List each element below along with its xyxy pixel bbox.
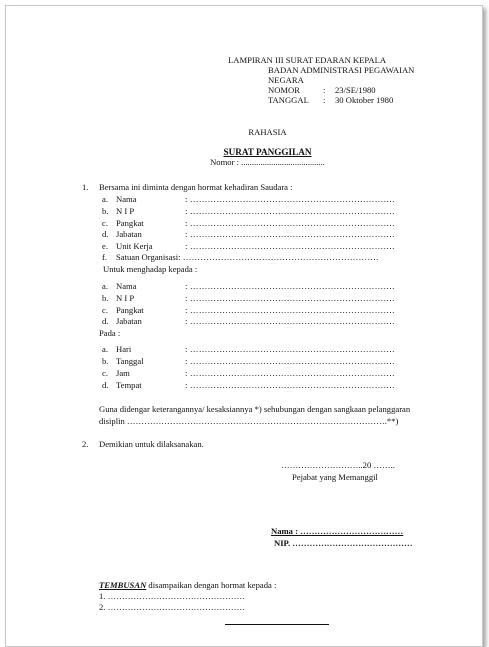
nomor-line: Nomor : ....................................... bbox=[210, 157, 325, 167]
tembusan-rest: disampaikan dengan hormat kepada : bbox=[146, 580, 277, 590]
hari-blank[interactable]: : ……………………………………………………………. bbox=[185, 344, 395, 354]
satuan-organisasi-blank[interactable]: …………………………………………………………. bbox=[182, 252, 379, 262]
field-unit-kerja: e. Unit Kerja : ……………………………………………………………. bbox=[102, 241, 395, 251]
item-2-number: 2. bbox=[82, 439, 89, 449]
field-tempat: d. Tempat : ……………………………………………………………. bbox=[102, 380, 395, 390]
tempat-blank[interactable]: : ……………………………………………………………. bbox=[185, 380, 395, 390]
tanggal-value: 30 Oktober 1980 bbox=[335, 95, 394, 105]
document-title: SURAT PANGGILAN bbox=[223, 147, 312, 157]
pada-label: Pada : bbox=[99, 328, 121, 338]
menghadap-jabatan-blank[interactable]: : ……………………………………………………………. bbox=[185, 316, 395, 326]
item-2-text: Demikian untuk dilaksanakan. bbox=[99, 439, 204, 449]
tembusan-heading bbox=[99, 580, 276, 590]
pangkat-blank[interactable]: : ……………………………………………………………. bbox=[185, 218, 395, 228]
tembusan-line-2[interactable]: 2. ………………………………………… bbox=[99, 602, 246, 612]
field-tanggal: b. Tanggal : ……………………………………………………………. bbox=[102, 356, 395, 366]
field-nip: b. N I P : ……………………………………………………………. bbox=[102, 206, 395, 216]
signature-date-line[interactable]: ………………………..20 …….. bbox=[281, 460, 395, 470]
menghadap-nip-blank[interactable]: : ……………………………………………………………. bbox=[185, 293, 395, 303]
purpose-line-2: disiplin ……………………………………………………………………………….**) bbox=[99, 416, 399, 426]
field-nama: a. Nama : ……………………………………………………………. bbox=[102, 194, 395, 204]
header-tanggal bbox=[268, 95, 393, 105]
tembusan-label: TEMBUSAN bbox=[99, 580, 147, 590]
field-pangkat: c. Pangkat : ……………………………………………………………. bbox=[102, 218, 395, 228]
classification: RAHASIA bbox=[248, 127, 287, 137]
field-jabatan: d. Jabatan : ……………………………………………………………. bbox=[102, 229, 395, 239]
purpose-line-1: Guna didengar keterangannya/ kesaksiannya *) sehubungan dengan sangkaan pelanggaran bbox=[99, 404, 411, 414]
tembusan-line-1[interactable]: 1. ………………………………………… bbox=[99, 591, 246, 601]
header-line-2: BADAN ADMINISTRASI PEGAWAIAN bbox=[268, 65, 415, 75]
header-line-1: LAMPIRAN III SURAT EDARAN KEPALA bbox=[228, 55, 387, 65]
nip-blank[interactable]: : ……………………………………………………………. bbox=[185, 206, 395, 216]
signature-nama[interactable]: Nama : ……………………………… bbox=[271, 526, 404, 536]
item-1-number: 1. bbox=[82, 182, 89, 192]
menghadap-nama-blank[interactable]: : ……………………………………………………………. bbox=[185, 281, 395, 291]
tanggal-key: TANGGAL bbox=[268, 95, 309, 105]
signature-official: Pejabat yang Memanggil bbox=[292, 472, 378, 482]
field-menghadap-pangkat: c. Pangkat : ……………………………………………………………. bbox=[102, 305, 395, 315]
header-line-3: NEGARA bbox=[268, 75, 304, 85]
field-satuan-organisasi: f. Satuan Organisasi: …………………………………………………………. bbox=[102, 252, 379, 262]
nomor-key: NOMOR bbox=[268, 85, 300, 95]
jabatan-blank[interactable]: : ……………………………………………………………. bbox=[185, 229, 395, 239]
signature-nip[interactable]: NIP. …………………………………… bbox=[274, 538, 413, 548]
menghadap-label: Untuk menghadap kepada : bbox=[103, 264, 198, 274]
field-menghadap-nama: a. Nama : ……………………………………………………………. bbox=[102, 281, 395, 291]
header-nomor bbox=[268, 85, 376, 95]
jam-blank[interactable]: : ……………………………………………………………. bbox=[185, 368, 395, 378]
tanggal-colon: : bbox=[323, 95, 326, 105]
field-jam: c. Jam : ……………………………………………………………. bbox=[102, 368, 395, 378]
unit-kerja-blank[interactable]: : ……………………………………………………………. bbox=[185, 241, 395, 251]
menghadap-pangkat-blank[interactable]: : ……………………………………………………………. bbox=[185, 305, 395, 315]
nama-blank[interactable]: : ……………………………………………………………. bbox=[185, 194, 395, 204]
tanggal-blank[interactable]: : ……………………………………………………………. bbox=[185, 356, 395, 366]
bottom-divider bbox=[225, 624, 329, 625]
nomor-value: 23/SE/1980 bbox=[335, 85, 376, 95]
field-menghadap-jabatan: d. Jabatan : ……………………………………………………………. bbox=[102, 316, 395, 326]
nomor-colon: : bbox=[323, 85, 326, 95]
field-menghadap-nip: b. N I P : ……………………………………………………………. bbox=[102, 293, 395, 303]
field-hari: a. Hari : ……………………………………………………………. bbox=[102, 344, 395, 354]
item-1-intro: Bersama ini diminta dengan hormat kehadiran Saudara : bbox=[99, 182, 293, 192]
